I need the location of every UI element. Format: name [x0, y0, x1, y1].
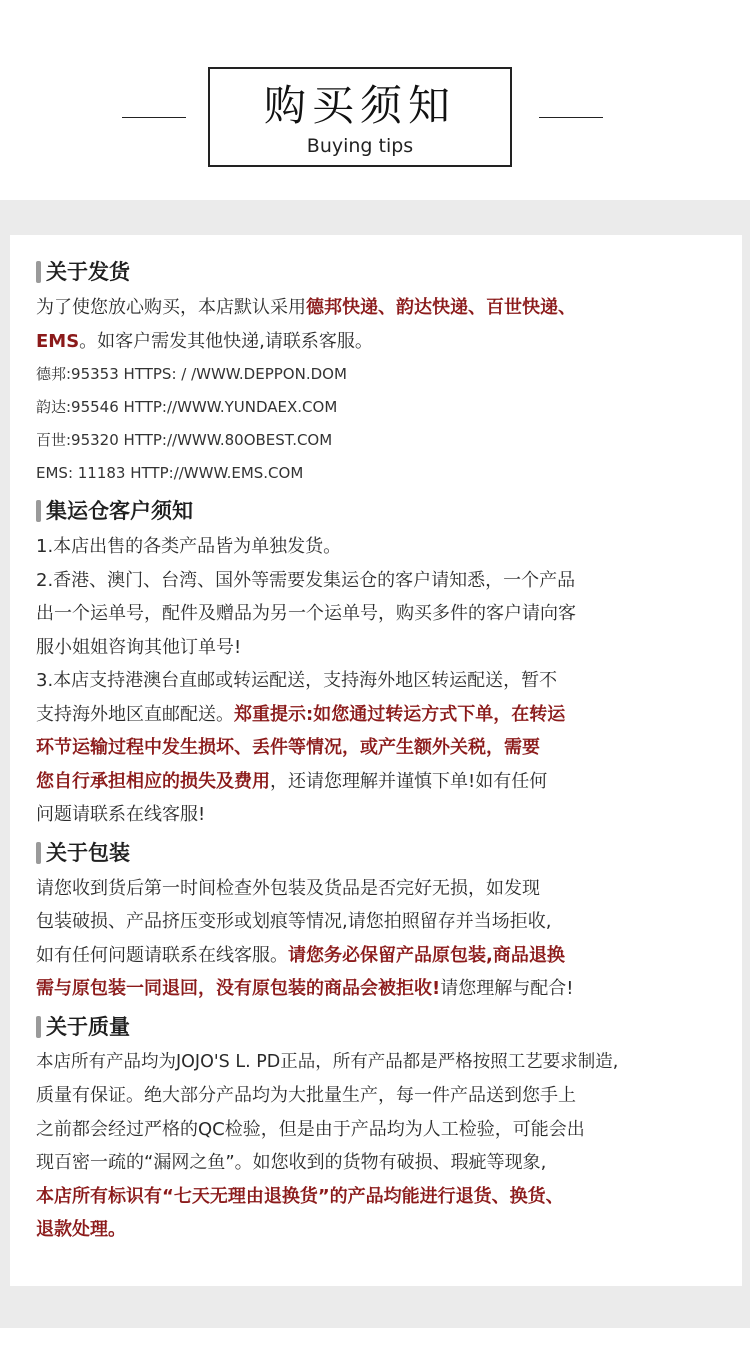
consolidation-line-8: 您自行承担相应的损失及费用，还请您理解并谨慎下单!如有任何: [36, 770, 548, 792]
section-packaging: [36, 838, 742, 1006]
consolidation-line-1: 1.本店出售的各类产品皆为单独发货。: [36, 536, 342, 557]
quality-line-3: 之前都会经过严格的QC检验，但是由于产品均为人工检验，可能会出: [36, 1118, 585, 1140]
courier-yunda: 韵达:95546 HTTP://WWW.YUNDAEX.COM: [36, 398, 338, 416]
consolidation-line-2: 2.香港、澳门、台湾、国外等需要发集运仓的客户请知悉，一个产品: [36, 569, 576, 591]
quality-line-1: 本店所有产品均为JOJO'S L. PD正品，所有产品都是严格按照工艺要求制造,: [36, 1051, 619, 1072]
section-marker-icon: [36, 1016, 41, 1038]
quality-line-2: 质量有保证。绝大部分产品均为大批量生产，每一件产品送到您手上: [36, 1085, 576, 1106]
shipping-line-2: EMS。如客户需发其他快递,请联系客服。: [36, 330, 373, 352]
content-card: [10, 235, 742, 1286]
section-consolidation: [36, 496, 742, 832]
quality-line-5: 本店所有标识有“七天无理由退换货”的产品均能进行退货、换货、: [36, 1185, 564, 1207]
packaging-line-4: 需与原包装一同退回，没有原包装的商品会被拒收!请您理解与配合!: [36, 978, 574, 999]
header-divider-left: [122, 117, 186, 118]
courier-best: 百世:95320 HTTP://WWW.80OBEST.COM: [36, 431, 333, 449]
content-background: [0, 200, 750, 1328]
section-title-shipping: 关于发货: [36, 257, 742, 287]
section-title-quality: 关于质量: [36, 1012, 742, 1042]
section-quality: [36, 1012, 742, 1247]
header-divider-right: [539, 117, 603, 118]
consolidation-line-3: 出一个运单号，配件及赠品为另一个运单号，购买多件的客户请向客: [36, 603, 576, 624]
section-marker-icon: [36, 261, 41, 283]
page-title: 购买须知: [263, 81, 456, 130]
page-header: [0, 0, 750, 200]
quality-line-4: 现百密一疏的“漏网之鱼”。如您收到的货物有破损、瑕疵等现象,: [36, 1152, 547, 1173]
title-box: [208, 67, 512, 167]
section-title-packaging: 关于包装: [36, 838, 742, 868]
section-title-consolidation: 集运仓客户须知: [36, 496, 742, 526]
consolidation-line-7: 环节运输过程中发生损坏、丢件等情况，或产生额外关税，需要: [36, 737, 540, 758]
packaging-line-1: 请您收到货后第一时间检查外包装及货品是否完好无损，如发现: [36, 877, 540, 899]
section-shipping: [36, 257, 742, 490]
consolidation-line-5: 3.本店支持港澳台直邮或转运配送，支持海外地区转运配送，暂不: [36, 670, 558, 691]
quality-line-6: 退款处理。: [36, 1219, 126, 1240]
consolidation-line-9: 问题请联系在线客服!: [36, 804, 206, 825]
consolidation-line-4: 服小姐姐咨询其他订单号!: [36, 636, 242, 658]
consolidation-line-6: 支持海外地区直邮配送。郑重提示:如您通过转运方式下单，在转运: [36, 703, 566, 725]
section-marker-icon: [36, 500, 41, 522]
packaging-line-3: 如有任何问题请联系在线客服。请您务必保留产品原包装,商品退换: [36, 944, 565, 966]
shipping-line-1: 为了使您放心购买，本店默认采用德邦快递、韵达快递、百世快递、: [36, 297, 576, 318]
courier-ems: EMS: 11183 HTTP://WWW.EMS.COM: [36, 464, 304, 482]
page-subtitle: Buying tips: [306, 135, 414, 157]
courier-deppon: 德邦:95353 HTTPS: / /WWW.DEPPON.DOM: [36, 365, 347, 383]
packaging-line-2: 包装破损、产品挤压变形或划痕等情况,请您拍照留存并当场拒收,: [36, 911, 552, 932]
section-marker-icon: [36, 842, 41, 864]
